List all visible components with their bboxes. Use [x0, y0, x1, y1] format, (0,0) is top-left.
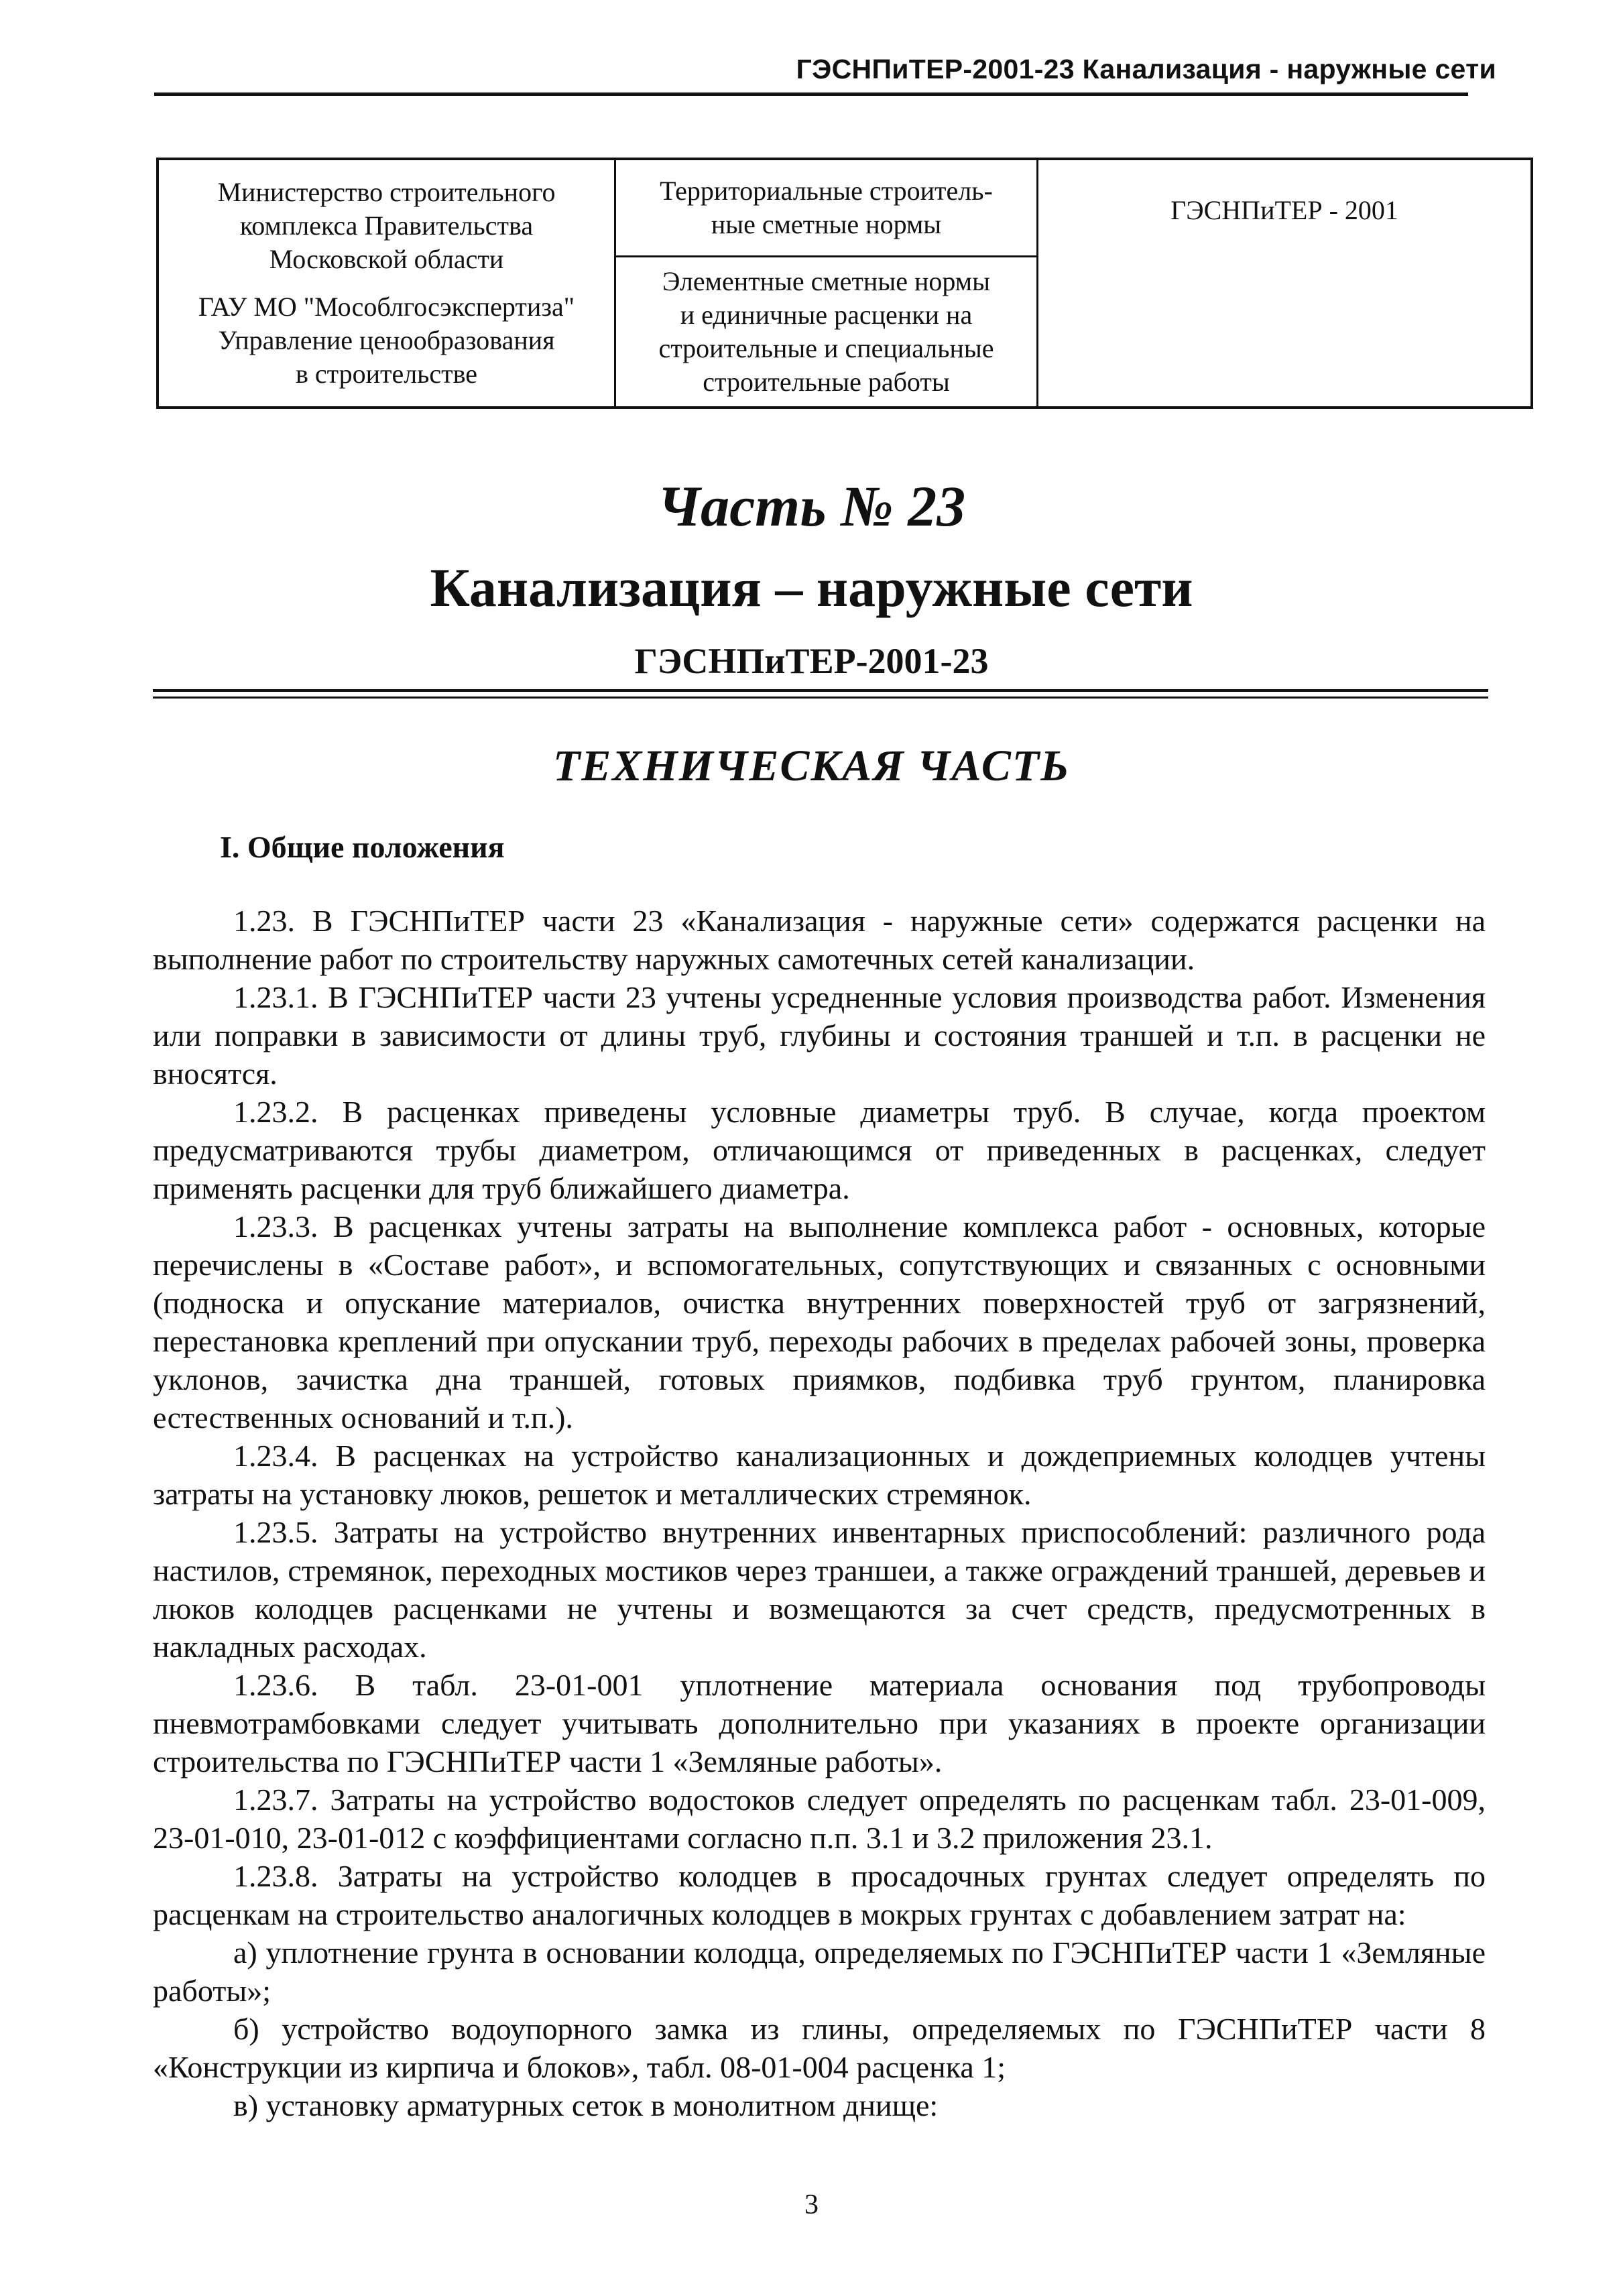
- paragraph: 1.23. В ГЭСНПиТЕР части 23 «Канализация - наружные сети» содержатся расценки на выполнение работ по строительству наружных самотечных сетей канализации.: [153, 904, 1486, 976]
- norms-cell: [616, 160, 1038, 406]
- norms-line: строительные и специальные: [658, 333, 994, 363]
- running-head: ГЭСНПиТЕР-2001-23 Канализация - наружные сети: [796, 54, 1496, 84]
- title-rule: [153, 689, 1488, 692]
- body-text: [153, 902, 1486, 2124]
- norms-line: и единичные расценки на: [680, 300, 973, 330]
- title-rule-secondary: [153, 697, 1488, 699]
- paragraph: а) уплотнение грунта в основании колодца, определяемых по ГЭСНПиТЕР части 1 «Земляные работы»;: [153, 1935, 1486, 2008]
- paragraph: 1.23.1. В ГЭСНПиТЕР части 23 учтены усредненные условия производства работ. Изменения или поправки в зависимости от длины труб, глубины и состояния траншей и т.п. в расценки не вносятся.: [153, 980, 1486, 1091]
- norms-line: Элементные сметные нормы: [662, 266, 990, 296]
- paragraph: 1.23.6. В табл. 23-01-001 уплотнение материала основания под трубопроводы пневмотрамбовками следует учитывать дополнительно при указаниях в проекте организации строительства по ГЭСНПиТЕР части 1 «Земляные работы».: [153, 1668, 1486, 1778]
- header-table: [156, 158, 1533, 409]
- part-title: Часть № 23: [657, 474, 966, 538]
- document-title: Канализация – наружные сети: [430, 557, 1193, 618]
- paragraph: 1.23.7. Затраты на устройство водостоков следует определять по расценкам табл. 23-01-009, 23-01-010, 23-01-012 с коэффициентами согласно п.п. 3.1 и 3.2 приложения 23.1.: [153, 1783, 1486, 1855]
- norms-code: ГЭСНПиТЕР - 2001: [1170, 195, 1398, 225]
- ministry-block: [159, 176, 614, 276]
- paragraph: б) устройство водоупорного замка из глины, определяемых по ГЭСНПиТЕР части 8 «Конструкции из кирпича и блоков», табл. 08-01-004 расценка 1;: [153, 2012, 1486, 2084]
- paragraph: 1.23.2. В расценках приведены условные диаметры труб. В случае, когда проектом предусматриваются трубы диаметром, отличающимся от приведенных в расценках, следует применять расценки для труб ближайшего диаметра.: [153, 1095, 1486, 1205]
- paragraph: 1.23.4. В расценках на устройство канализационных и дождеприемных колодцев учтены затраты на установку люков, решеток и металлических стремянок.: [153, 1439, 1486, 1511]
- code-cell: [1038, 160, 1530, 406]
- norms-line: строительные работы: [703, 367, 950, 397]
- paragraph: 1.23.5. Затраты на устройство внутренних инвентарных приспособлений: различного рода настилов, стремянок, переходных мостиков через траншеи, а также ограждений траншей, деревьев и люков колодцев расценками не учтены и возмещаются за счет средств, предусмотренных в накладных расходах.: [153, 1515, 1486, 1664]
- org-line: Управление ценообразования: [218, 325, 555, 356]
- org-line: комплекса Правительства: [239, 210, 534, 241]
- norms-line: ные сметные нормы: [711, 209, 942, 239]
- org-line: Московской области: [269, 243, 504, 274]
- organization-cell: [159, 160, 616, 406]
- section-title: ТЕХНИЧЕСКАЯ ЧАСТЬ: [552, 741, 1071, 790]
- paragraph: в) установку арматурных сеток в монолитном днище:: [233, 2088, 939, 2122]
- org-line: ГАУ МО "Мособлгосэкспертиза": [198, 292, 575, 322]
- norms-type-cell: [616, 160, 1036, 257]
- header-rule: [154, 93, 1468, 96]
- org-line: в строительстве: [295, 359, 478, 389]
- document-code: ГЭСНПиТЕР-2001-23: [634, 641, 989, 681]
- org-line: Министерство строительного: [217, 176, 556, 207]
- paragraph: 1.23.8. Затраты на устройство колодцев в просадочных грунтах следует определять по расценкам на строительство аналогичных колодцев в мокрых грунтах с добавлением затрат на:: [153, 1859, 1486, 1931]
- norms-desc-cell: [616, 257, 1036, 406]
- page-number: 3: [804, 2189, 819, 2220]
- paragraph: 1.23.3. В расценках учтены затраты на выполнение комплекса работ - основных, которые перечислены в «Составе работ», и вспомогательных, сопутствующих и связанных с основными (подноска и опускание материалов, очистка внутренних поверхностей труб от загрязнений, перестановка креплений при опускании труб, переходы рабочих в пределах рабочей зоны, проверка уклонов, зачистка дна траншей, готовых приямков, подбивка труб грунтом, планировка естественных оснований и т.п.).: [153, 1209, 1486, 1435]
- subsection-heading: I. Общие положения: [220, 830, 505, 864]
- expertise-block: [159, 290, 614, 391]
- norms-line: Территориальные строитель-: [660, 176, 993, 206]
